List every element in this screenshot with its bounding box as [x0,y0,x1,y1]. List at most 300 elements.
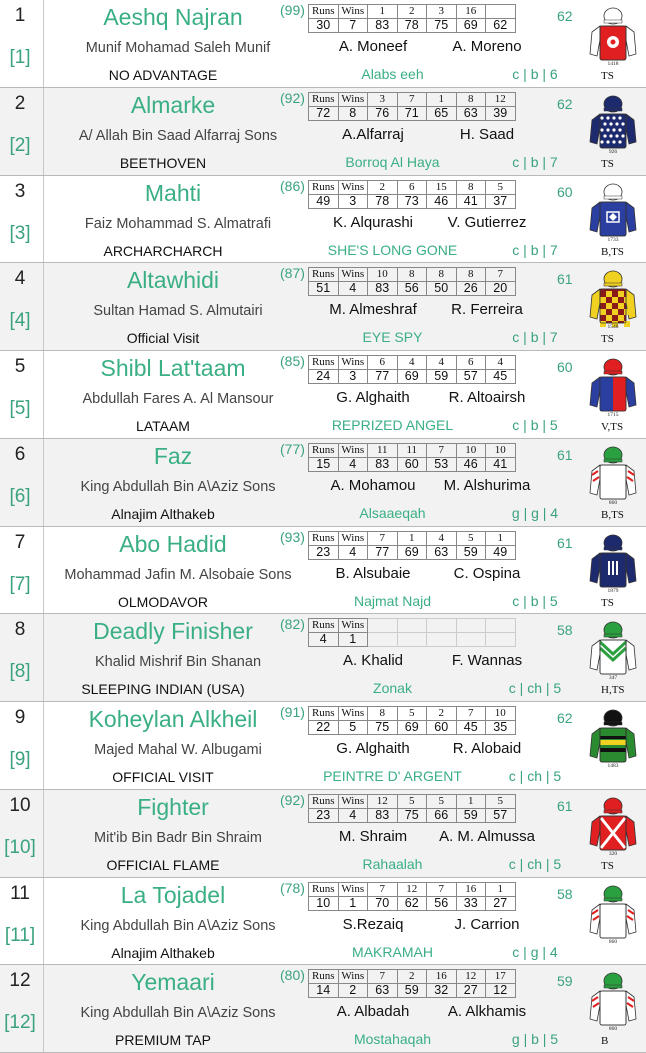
stats-header-cell [486,5,516,19]
horse-name-link[interactable]: Shibl Lat'taam [100,355,246,381]
horse-name-link[interactable]: Yemaari [131,969,215,996]
stats-header-cell: 5 [456,531,486,545]
form-stats-table [308,92,516,121]
horse-rating: (93) [280,528,305,545]
stats-header-cell: Runs [309,619,339,633]
jockey-silks-icon [588,6,638,68]
stats-header-cell: 4 [427,531,457,545]
stats-value-cell: 69 [397,545,427,559]
jockey-name: K. Alqurashi [332,213,414,231]
stats-header-cell: Runs [309,970,339,984]
trainer-name: F. Wannas [451,652,523,670]
weight-points: 61 [557,446,573,463]
stats-value-cell: 14 [309,984,339,998]
jockey-silks-icon [588,94,638,156]
horse-name-link[interactable]: Deadly Finisher [93,618,253,645]
runner-number: 3 [14,180,26,202]
stats-value-cell: 83 [368,808,398,822]
draw-number: [1] [9,47,31,68]
horse-rating: (78) [280,879,305,896]
stats-header-cell: 7 [427,443,457,457]
runner-row[interactable] [0,614,646,702]
trainer-name: C. Ospina [453,564,521,582]
stats-header-cell: 2 [397,5,427,19]
stats-value-cell: 59 [427,370,457,384]
horse-name-link[interactable]: Fighter [137,793,209,820]
age-surface-info: c | b | 5 [512,592,558,609]
stats-value-cell: 50 [427,282,457,296]
jockey-silks-icon [588,796,638,858]
jockey-name: A.Alfarraj [342,125,404,143]
trainer-name: R. Alobaid [452,740,522,757]
age-surface-info: c | ch | 5 [508,680,562,697]
jockey-name: M. Almeshraf [329,301,417,319]
age-surface-info: c | g | 4 [512,943,558,960]
stats-value-cell: 3 [338,194,368,208]
age-surface-info: c | b | 7 [512,329,558,346]
owner-name: Mit'ib Bin Badr Bin Shraim [94,829,262,846]
number-column [0,965,44,1052]
stats-header-cell: 8 [368,707,398,721]
equipment-code: B,TS [601,245,624,258]
number-column [0,702,44,789]
stats-header-cell: 2 [427,707,457,721]
stats-value-cell: 39 [486,106,516,120]
stats-value-cell: 70 [368,896,398,910]
stats-header-cell: 4 [397,356,427,370]
stats-header-cell: 8 [456,268,486,282]
stats-header-cell: 10 [486,707,516,721]
owner-name: King Abdullah Bin A\Aziz Sons [80,917,276,934]
equipment-code: TS [601,157,614,170]
stats-header-cell: 6 [368,356,398,370]
form-stats-table [308,618,516,647]
stats-value-cell: 5 [338,721,368,735]
weight-points: 62 [557,95,573,112]
equipment-code: TS [601,596,614,609]
jockey-silks-icon [588,708,638,770]
owner-name: Sultan Hamad S. Almutairi [93,303,263,320]
runner-number: 6 [14,443,26,465]
dam-name: REPRIZED ANGEL [331,417,454,433]
stats-header-cell: Wins [338,443,368,457]
horse-rating: (82) [280,616,305,633]
stats-header-cell: 11 [368,443,398,457]
horse-rating: (80) [280,967,305,984]
stats-value-cell: 8 [338,106,368,120]
form-stats-table [308,794,516,823]
age-surface-info: c | b | 7 [512,241,558,258]
stats-value-cell: 23 [309,808,339,822]
number-column [0,527,44,614]
stats-header-cell: Runs [309,180,339,194]
stats-header-cell: Runs [309,268,339,282]
weight-points: 58 [557,885,573,902]
dam-name: Alsaaeqah [359,504,426,521]
stats-value-cell: 59 [456,545,486,559]
runner-number: 7 [14,531,26,553]
horse-name-link[interactable]: Koheylan Alkheil [88,706,258,732]
stats-value-cell: 69 [456,19,486,33]
stats-value-cell: 27 [486,896,516,910]
jockey-silks-icon [588,620,638,682]
stats-value-cell: 51 [309,282,339,296]
svg-text:1418: 1418 [607,61,619,67]
stats-value-cell: 24 [309,370,339,384]
runner-row[interactable] [0,351,646,439]
runner-number: 9 [14,707,26,728]
stats-value-cell [427,633,457,647]
stats-value-cell: 69 [397,370,427,384]
jockey-silks-icon [588,182,638,244]
stats-value-cell: 4 [338,808,368,822]
owner-name: A/ Allah Bin Saad Alfarraj Sons [78,127,278,144]
horse-name-link[interactable]: Aeshq Najran [103,4,243,30]
stats-header-cell: 12 [456,970,486,984]
stats-header-cell: Runs [309,707,339,721]
horse-rating: (77) [280,440,305,457]
stats-header-cell: 2 [368,180,398,194]
stats-header-cell: Runs [309,356,339,370]
stats-value-cell [456,633,486,647]
owner-name: King Abdullah Bin A\Aziz Sons [80,1005,276,1022]
stats-value-cell: 57 [456,370,486,384]
stats-value-cell: 20 [486,282,516,296]
stats-header-cell: Runs [309,531,339,545]
jockey-silks-icon [588,971,638,1033]
stats-value-cell: 63 [456,106,486,120]
age-surface-info: g | g | 4 [511,504,559,521]
age-surface-info: c | b | 5 [512,417,558,433]
stats-header-cell: Wins [338,970,368,984]
stats-value-cell: 83 [368,457,398,471]
stats-value-cell: 63 [368,984,398,998]
horse-name-link[interactable]: La Tojadel [120,881,226,908]
number-column [0,351,44,438]
stats-value-cell: 3 [338,370,368,384]
dam-name: Alabs eeh [361,66,424,82]
runner-number: 12 [9,970,31,992]
stats-header-cell: 8 [456,92,486,106]
svg-text:860: 860 [608,1026,618,1033]
owner-name: Abdullah Fares A. Al Mansour [82,391,274,407]
jockey-name: G. Alghaith [336,389,410,406]
jockey-name: S.Rezaiq [342,915,404,933]
weight-points: 59 [557,973,573,990]
horse-rating: (85) [280,353,305,369]
stats-value-cell: 66 [427,808,457,822]
trainer-name: A. Alkhamis [447,1003,527,1021]
stats-header-cell: 1 [486,531,516,545]
stats-value-cell: 35 [486,721,516,735]
svg-text:1733: 1733 [607,236,619,243]
equipment-code: V,TS [601,421,624,433]
stats-value-cell: 45 [486,370,516,384]
runner-row[interactable] [0,439,646,527]
stats-header-cell: 5 [486,794,516,808]
runner-row[interactable] [0,263,646,351]
stats-value-cell: 33 [456,896,486,910]
sire-name: NO ADVANTAGE [108,67,218,83]
weight-points: 61 [557,797,573,814]
draw-number: [12] [4,1012,36,1034]
svg-text:320: 320 [608,850,618,857]
weight-points: 61 [557,534,573,551]
dam-name: MAKRAMAH [352,943,433,960]
stats-header-cell: Wins [338,5,368,19]
stats-header-cell: Runs [309,92,339,106]
svg-text:1879: 1879 [607,587,619,594]
stats-value-cell: 63 [427,545,457,559]
stats-value-cell: 77 [368,545,398,559]
runner-row[interactable] [0,527,646,615]
stats-header-cell: 4 [486,356,516,370]
horse-name-link[interactable]: Faz [153,442,193,469]
horse-rating: (86) [280,177,305,194]
stats-value-cell: 12 [486,984,516,998]
stats-header-cell: Runs [309,443,339,457]
stats-value-cell: 83 [368,282,398,296]
owner-name: Majed Mahal W. Albugami [94,742,262,758]
stats-value-cell: 46 [456,457,486,471]
owner-name: Mohammad Jafin M. Alsobaie Sons [64,566,292,583]
owner-name: Munif Mohamad Saleh Munif [85,40,271,56]
stats-header-cell: 7 [368,531,398,545]
weight-points: 60 [557,183,573,200]
stats-header-cell: 1 [486,882,516,896]
runner-row[interactable] [0,702,646,790]
weight-points: 58 [557,622,573,639]
stats-header-cell: 7 [368,882,398,896]
sire-name: PREMIUM TAP [115,1032,211,1049]
runner-row[interactable] [0,878,646,966]
stats-header-cell: 6 [397,180,427,194]
stats-value-cell [486,633,516,647]
number-column [0,176,44,263]
stats-header-cell: Wins [338,619,368,633]
equipment-code: TS [601,859,614,872]
stats-value-cell: 2 [338,984,368,998]
svg-text:1548: 1548 [607,324,619,331]
stats-value-cell: 57 [486,808,516,822]
sire-name: OFFICIAL FLAME [106,856,220,873]
jockey-name: G. Alghaith [336,740,410,757]
stats-header-cell: Runs [309,794,339,808]
jockey-silks-icon [588,269,638,331]
form-stats-table [308,267,516,296]
stats-header-cell: 8 [397,268,427,282]
jockey-silks-icon [588,445,638,507]
age-surface-info: c | b | 7 [512,153,558,170]
dam-name: EYE SPY [362,329,423,346]
age-surface-info: c | b | 6 [512,66,558,82]
dam-name: Zonak [373,680,412,697]
draw-number: [2] [9,134,31,156]
stats-value-cell: 4 [309,633,339,647]
dam-name: Mostahaqah [353,1031,432,1048]
stats-value-cell: 71 [397,106,427,120]
stats-value-cell: 32 [427,984,457,998]
number-column [0,878,44,965]
number-column [0,88,44,175]
svg-text:347: 347 [608,675,618,682]
horse-rating: (92) [280,89,305,106]
stats-header-cell: 11 [397,443,427,457]
stats-header-cell: 5 [397,794,427,808]
stats-value-cell: 56 [397,282,427,296]
stats-header-cell: 5 [397,707,427,721]
stats-value-cell [397,633,427,647]
stats-header-cell: 16 [456,5,486,19]
runner-row[interactable] [0,0,646,88]
equipment-code: B,TS [601,508,624,521]
stats-value-cell: 69 [397,721,427,735]
horse-rating: (91) [280,704,305,720]
stats-value-cell: 30 [309,19,339,33]
svg-text:860: 860 [608,499,618,506]
stats-value-cell [368,633,398,647]
number-column [0,614,44,701]
stats-value-cell: 46 [427,194,457,208]
stats-header-cell: 10 [486,443,516,457]
sire-name: OLMODAVOR [118,593,208,610]
sire-name: BEETHOVEN [119,154,207,171]
form-stats-table [308,443,516,472]
stats-value-cell: 23 [309,545,339,559]
stats-value-cell: 56 [427,896,457,910]
weight-points: 60 [557,359,573,375]
draw-number: [5] [9,398,31,419]
stats-value-cell: 62 [397,896,427,910]
stats-header-cell: Wins [338,882,368,896]
jockey-name: A. Mohamou [330,476,416,494]
form-stats-table [308,882,516,911]
stats-value-cell: 59 [397,984,427,998]
stats-header-cell [427,619,457,633]
stats-header-cell: 17 [486,970,516,984]
stats-header-cell: 8 [427,268,457,282]
stats-value-cell: 4 [338,457,368,471]
jockey-name: B. Alsubaie [335,564,411,582]
form-stats-table [308,180,516,209]
stats-value-cell: 77 [368,370,398,384]
stats-value-cell: 4 [338,545,368,559]
stats-value-cell: 75 [397,808,427,822]
stats-value-cell: 27 [456,984,486,998]
stats-value-cell: 78 [397,19,427,33]
draw-number: [7] [9,573,31,595]
stats-header-cell: 1 [368,5,398,19]
jockey-name: A. Moneef [338,38,408,55]
runner-row[interactable] [0,965,646,1053]
stats-value-cell: 73 [397,194,427,208]
trainer-name: M. Alshurima [443,476,531,494]
stats-header-cell: 8 [456,180,486,194]
runner-number: 8 [14,619,26,641]
sire-name: Alnajim Althakeb [111,944,215,961]
stats-header-cell: Wins [338,794,368,808]
age-surface-info: c | ch | 5 [508,768,562,784]
form-stats-table [308,355,516,384]
sire-name: OFFICIAL VISIT [112,769,214,785]
runner-row[interactable] [0,790,646,878]
sire-name: LATAAM [136,418,190,434]
stats-header-cell: 7 [427,882,457,896]
jockey-silks-icon [588,357,638,419]
stats-value-cell: 60 [397,457,427,471]
age-surface-info: g | b | 5 [511,1031,559,1048]
weight-points: 62 [557,8,573,24]
stats-header-cell: 12 [397,882,427,896]
trainer-name: A. Moreno [452,38,522,55]
jockey-name: M. Shraim [338,827,408,845]
stats-header-cell: 1 [456,794,486,808]
runner-row[interactable] [0,176,646,264]
stats-value-cell: 1 [338,633,368,647]
stats-header-cell: 10 [368,268,398,282]
horse-rating: (87) [280,265,305,282]
stats-value-cell: 49 [309,194,339,208]
stats-header-cell [486,619,516,633]
stats-header-cell: 7 [456,707,486,721]
stats-header-cell: 2 [397,970,427,984]
form-stats-table [308,706,516,735]
stats-header-cell: 6 [456,356,486,370]
dam-name: Rahaalah [362,855,423,872]
svg-text:860: 860 [608,938,618,945]
runner-number: 4 [14,268,26,290]
horse-name-link[interactable]: Almarke [130,91,216,118]
stats-value-cell: 65 [427,106,457,120]
jockey-silks-icon [588,884,638,946]
svg-text:1715: 1715 [607,412,619,418]
form-stats-table [308,969,516,998]
runner-row[interactable] [0,88,646,176]
stats-header-cell: 5 [427,794,457,808]
stats-header-cell: Wins [338,707,368,721]
stats-header-cell: 7 [397,92,427,106]
horse-rating: (99) [280,2,305,18]
number-column [0,790,44,877]
stats-value-cell: 1 [338,896,368,910]
stats-header-cell: Runs [309,5,339,19]
stats-header-cell: Wins [338,92,368,106]
stats-value-cell: 75 [427,19,457,33]
horse-name-link[interactable]: Mahti [144,179,202,206]
dam-name: Borroq Al Haya [345,153,440,170]
stats-value-cell: 60 [427,721,457,735]
trainer-name: R. Altoairsh [448,389,526,406]
runner-number: 10 [9,794,31,816]
stats-header-cell: 12 [486,92,516,106]
draw-number: [3] [9,222,31,244]
stats-value-cell: 41 [486,457,516,471]
trainer-name: V. Gutierrez [447,213,527,231]
svg-text:926: 926 [608,148,618,155]
horse-name-link[interactable]: Abo Hadid [119,530,227,557]
sire-name: Alnajim Althakeb [111,505,215,522]
draw-number: [9] [9,749,31,770]
draw-number: [4] [9,310,31,332]
stats-header-cell: 5 [486,180,516,194]
runner-number: 11 [10,882,30,904]
draw-number: [8] [9,661,31,683]
jockey-name: A. Albadah [336,1003,410,1021]
stats-value-cell: 10 [309,896,339,910]
stats-value-cell: 75 [368,721,398,735]
horse-name-link[interactable]: Altawhidi [126,267,220,294]
owner-name: Faiz Mohammad S. Almatrafi [84,215,272,232]
